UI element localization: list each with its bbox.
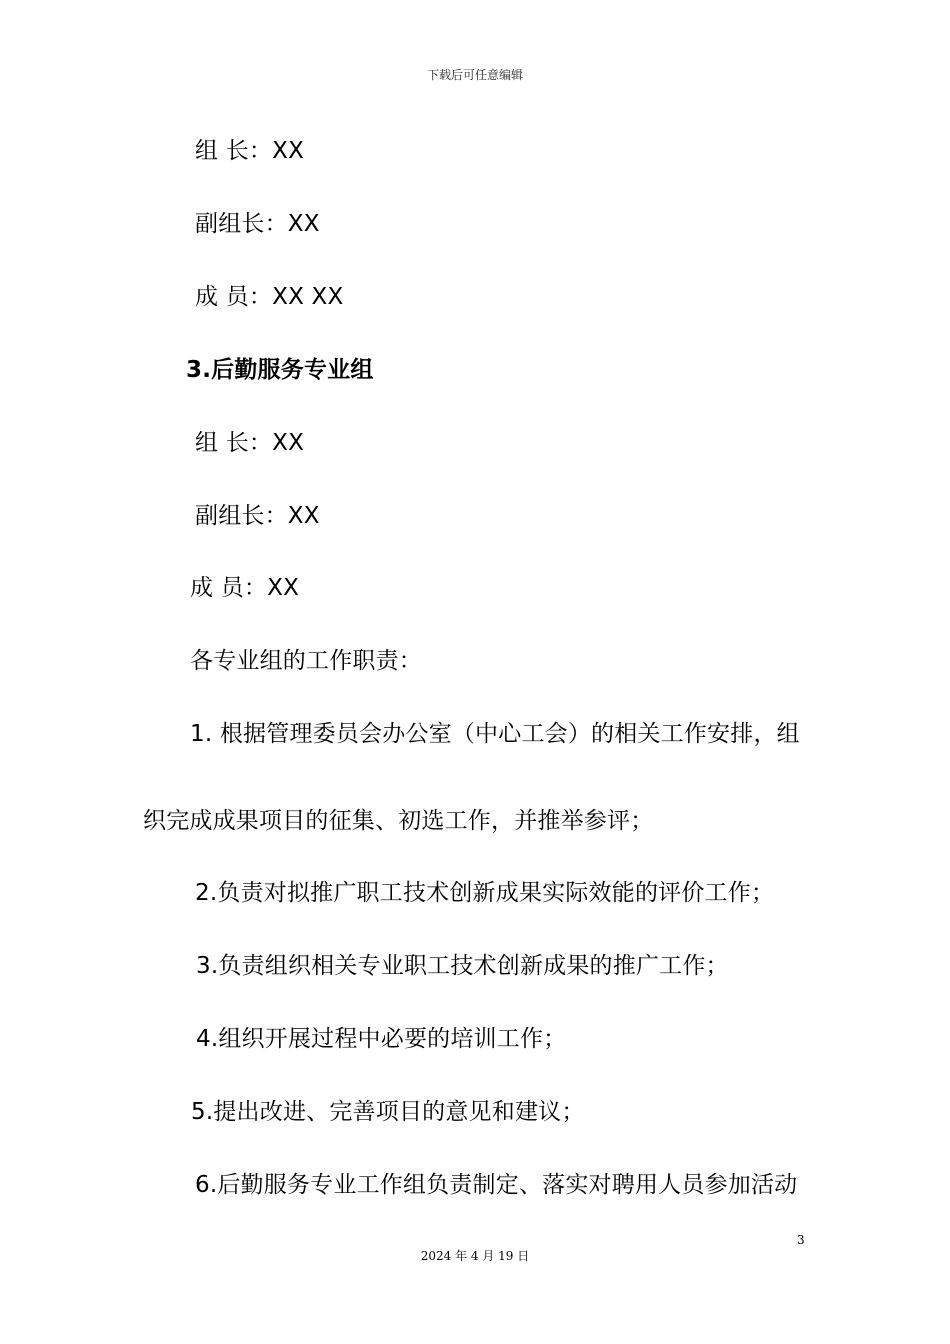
group-2-deputy-leader-line: 副组长：XX <box>195 211 320 237</box>
group-3-leader-line: 组 长：XX <box>195 430 305 456</box>
responsibility-item-5: 5.提出改进、完善项目的意见和建议； <box>191 1099 585 1125</box>
group-3-members-line: 成 员：XX <box>190 575 300 601</box>
page-footer-date: 2024 年 4 月 19 日 <box>420 1249 530 1263</box>
section-heading-logistics-group: 3.后勤服务专业组 <box>186 357 374 383</box>
responsibility-item-4: 4.组织开展过程中必要的培训工作； <box>196 1026 567 1052</box>
group-3-deputy-leader-line: 副组长：XX <box>195 503 320 529</box>
responsibility-item-1-line-1: 1. 根据管理委员会办公室（中心工会）的相关工作安排，组 <box>190 721 800 747</box>
responsibilities-intro: 各专业组的工作职责： <box>190 648 422 674</box>
responsibility-item-6: 6.后勤服务专业工作组负责制定、落实对聘用人员参加活动 <box>195 1172 798 1198</box>
responsibility-item-2: 2.负责对拟推广职工技术创新成果实际效能的评价工作； <box>195 880 775 906</box>
responsibility-item-1-line-2: 织完成成果项目的征集、初选工作，并推举参评； <box>143 808 654 834</box>
page-header: 下载后可任意编辑 <box>426 68 523 82</box>
group-2-leader-line: 组 长：XX <box>195 138 305 164</box>
page-number: 3 <box>797 1233 805 1247</box>
responsibility-item-3: 3.负责组织相关专业职工技术创新成果的推广工作； <box>196 953 729 979</box>
group-2-members-line: 成 员：XX XX <box>195 284 344 310</box>
